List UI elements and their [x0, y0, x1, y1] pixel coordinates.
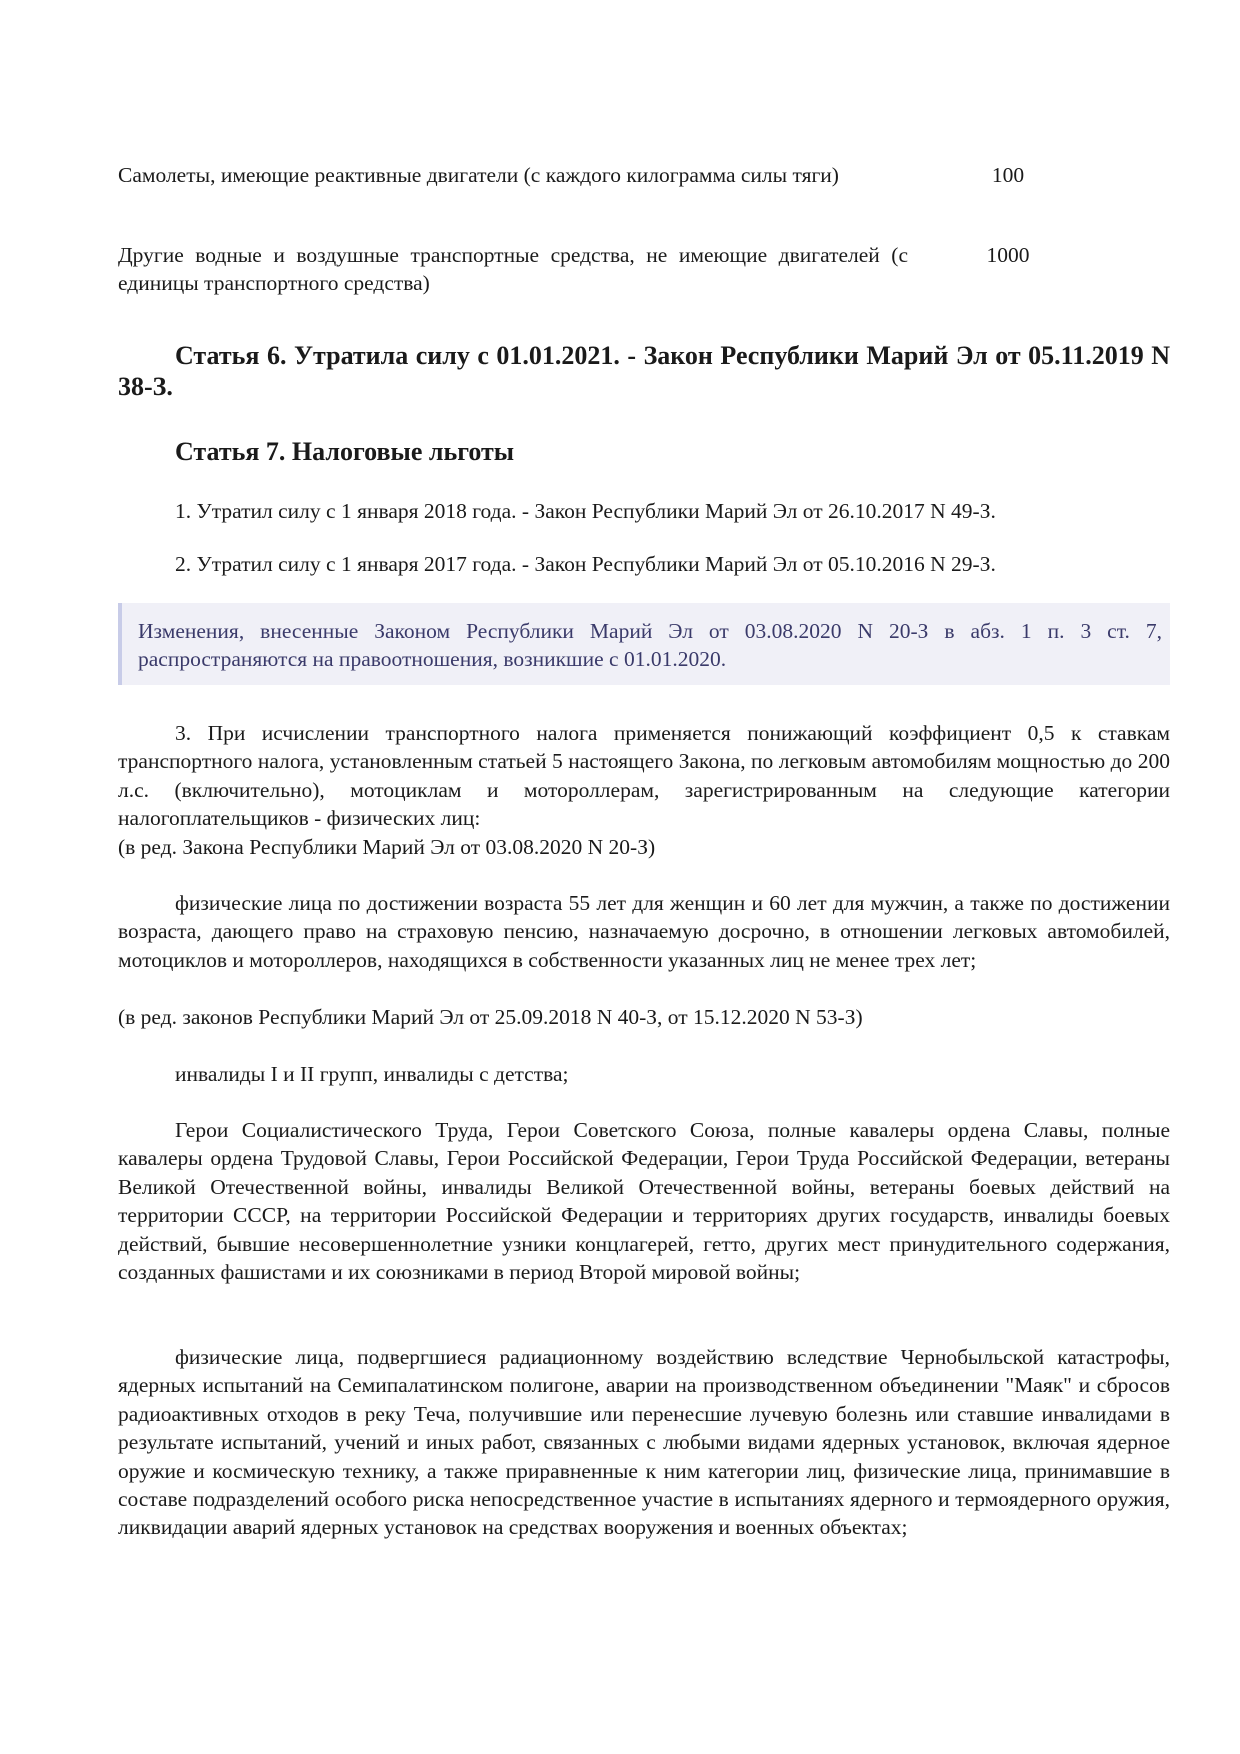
- item-3-edit-ref: (в ред. Закона Республики Марий Эл от 03.08.2020 N 20-З): [118, 835, 656, 859]
- article-6-heading: Статья 6. Утратила силу с 01.01.2021. - Закон Республики Марий Эл от 05.11.2019 N 38-З.: [118, 341, 1170, 401]
- article-7-heading: Статья 7. Налоговые льготы: [175, 437, 515, 466]
- category-disabled: инвалиды I и II групп, инвалиды с детства;: [175, 1062, 569, 1086]
- row-value: 1000: [986, 243, 1030, 267]
- row-description: Самолеты, имеющие реактивные двигатели (с каждого килограмма силы тяги): [118, 163, 839, 187]
- category-pensioners-edit-ref: (в ред. законов Республики Марий Эл от 25.09.2018 N 40-З, от 15.12.2020 N 53-З): [118, 1005, 863, 1029]
- table-row: [118, 241, 1170, 301]
- note-text: Изменения, внесенные Законом Республики Марий Эл от 03.08.2020 N 20-З в абз. 1 п. 3 ст. 7, распространяются на правоотношения, возникшие с 01.01.2020.: [138, 619, 1162, 672]
- item-1: 1. Утратил силу с 1 января 2018 года. - Закон Республики Марий Эл от 26.10.2017 N 49-З.: [175, 499, 996, 523]
- row-value: 100: [991, 163, 1025, 187]
- table-row: [118, 161, 1170, 221]
- category-radiation: физические лица, подвергшиеся радиационному воздействию вследствие Чернобыльской катастрофы, ядерных испытаний на Семипалатинском полигоне, аварии на производственном объединении "Маяк" и сбросов радиоактивных отходов в реку Теча, получившие или перенесшие лучевую болезнь или ставшие инвалидами в результате испытаний, учений и иных работ, связанных с любыми видами ядерных установок, включая ядерное оружие и космическую технику, а также приравненные к ним категории лиц, физические лица, принимавшие в составе подразделений особого риска непосредственное участие в испытаниях ядерного и термоядерного оружия, ликвидации аварий ядерных установок на средствах вооружения и военных объектах;: [118, 1345, 1170, 1540]
- row-description: Другие водные и воздушные транспортные средства, не имеющие двигателей (с единицы транспортного средства): [118, 243, 908, 296]
- category-heroes-veterans: Герои Социалистического Труда, Герои Советского Союза, полные кавалеры ордена Славы, полные кавалеры ордена Трудовой Славы, Герои Российской Федерации, Герои Труда Российской Федерации, ветераны Великой Отечественной войны, инвалиды Великой Отечественной войны, ветераны боевых действий на территории СССР, на территории Российской Федерации и территориях других государств, инвалиды боевых действий, бывшие несовершеннолетние узники концлагерей, гетто, других мест принудительного содержания, созданных фашистами и их союзниками в период Второй мировой войны;: [118, 1118, 1170, 1285]
- category-pensioners: физические лица по достижении возраста 55 лет для женщин и 60 лет для мужчин, а также по достижении возраста, дающего право на страховую пенсию, назначаемую досрочно, в отношении легковых автомобилей, мотоциклов и мотороллеров, находящихся в собственности указанных лиц не менее трех лет;: [118, 891, 1170, 972]
- item-3: 3. При исчислении транспортного налога применяется понижающий коэффициент 0,5 к ставкам транспортного налога, установленным статьей 5 настоящего Закона, по легковым автомобилям мощностью до 200 л.с. (включительно), мотоциклам и мотороллерам, зарегистрированным на следующие категории налогоплательщиков - физических лиц:: [118, 721, 1170, 831]
- item-2: 2. Утратил силу с 1 января 2017 года. - Закон Республики Марий Эл от 05.10.2016 N 29-З.: [175, 552, 996, 576]
- editorial-note: [118, 603, 1170, 685]
